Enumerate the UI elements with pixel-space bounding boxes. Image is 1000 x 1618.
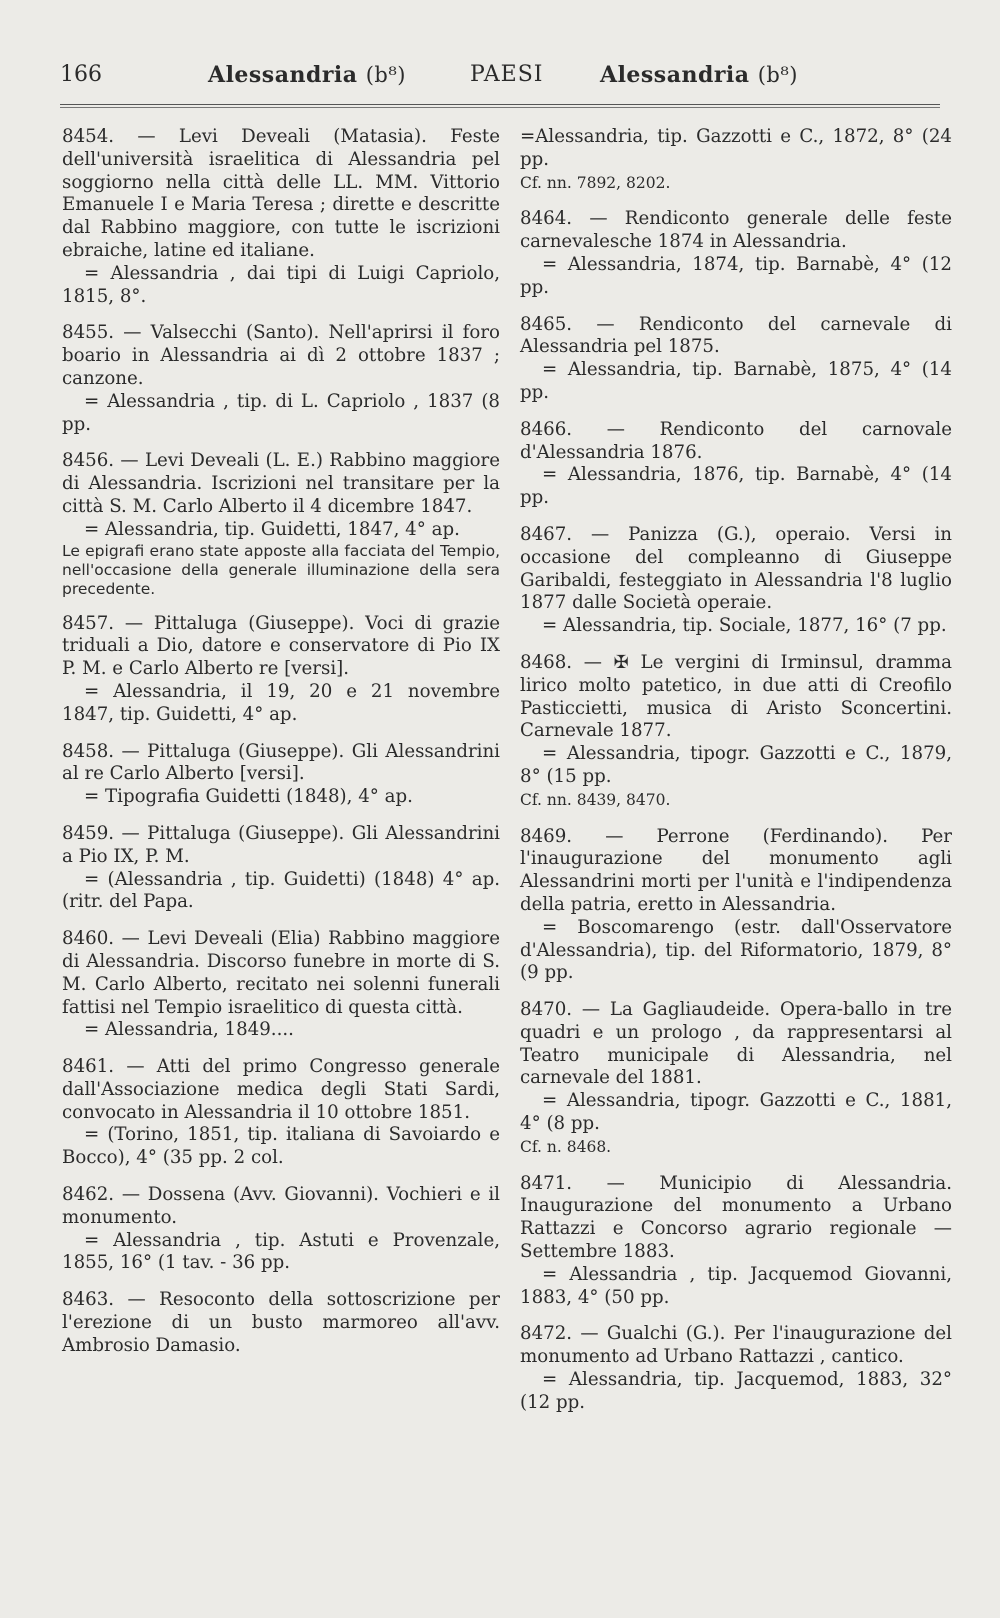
entry-text: 8459. — Pittaluga (Giuseppe). Gli Alessandrini a Pio IX, P. M. [62, 822, 500, 867]
entry-8457 [62, 613, 500, 727]
entry-8454 [62, 126, 500, 308]
entry-text: 8469. — Perrone (Ferdinando). Per l'inaugurazione del monumento agli Alessandrini morti per l'unità e l'indipendenza della patria, eretto in Alessandria. [520, 825, 952, 915]
entry-note: Le epigrafi erano state apposte alla facciata del Tempio, nell'occasione della generale illuminazione della sera precedente. [62, 541, 500, 598]
entry-text: 8460. — Levi Deveali (Elia) Rabbino maggiore di Alessandria. Discorso funebre in morte di S. M. Carlo Alberto, recitato nei solenni funerali fattisi nel Tempio israelitico di questa città. [62, 928, 500, 1018]
entry-imprint: = Alessandria, 1849.... [84, 1019, 294, 1041]
entry-text: 8458. — Pittaluga (Giuseppe). Gli Alessandrini al re Carlo Alberto [versi]. [62, 740, 500, 785]
entry-8467 [520, 524, 952, 638]
page-number: 166 [60, 62, 102, 87]
entry-imprint: = Alessandria , tip. di L. Capriolo , 1837 (8 pp. [62, 390, 500, 435]
header-rule-double [60, 107, 940, 108]
entry-8460 [62, 928, 500, 1042]
entry-imprint: = Boscomarengo (estr. dall'Osservatore d'Alessandria), tip. del Riformatorio, 1879, 8° (9 pp. [520, 916, 952, 984]
entry-crossref: Cf. nn. 8439, 8470. [520, 790, 671, 809]
entry-8465 [520, 314, 952, 405]
entry-text: 8471. — Municipio di Alessandria. Inaugurazione del monumento a Urbano Rattazzi e Concorso agrario regionale — Settembre 1883. [520, 1172, 952, 1263]
header-left-title: Alessandria (b⁸) [208, 62, 406, 88]
entry-crossref: Cf. n. 8468. [520, 1137, 612, 1156]
entry-8468 [520, 652, 952, 812]
entry-imprint: = Alessandria , tip. Astuti e Provenzale, 1855, 16° (1 tav. - 36 pp. [62, 1229, 500, 1274]
entry-8471 [520, 1173, 952, 1310]
entry-imprint: = Alessandria, tipogr. Gazzotti e C., 1881, 4° (8 pp. [520, 1090, 952, 1135]
entry-text: 8454. — Levi Deveali (Matasia). Feste dell'università israelitica di Alessandria pel soggiorno nella città delle LL. MM. Vittorio Emanuele I e Maria Teresa ; dirette e descritte dal Rabbino maggiore, con tutte le iscrizioni ebraiche, latine ed italiane. [62, 126, 500, 261]
entry-text: 8472. — Gualchi (G.). Per l'inaugurazione del monumento ad Urbano Rattazzi , cantico. [520, 1323, 952, 1368]
entry-imprint: = Alessandria, tip. Sociale, 1877, 16° (7 pp. [542, 615, 947, 637]
entry-text: =Alessandria, tip. Gazzotti e C., 1872, 8° (24 pp. [520, 126, 952, 170]
entry-text: 8466. — Rendiconto del carnovale d'Alessandria 1876. [520, 418, 952, 463]
left-column [62, 126, 500, 1372]
entry-8463 [62, 1289, 500, 1357]
header-left-sup: (b⁸) [365, 63, 406, 87]
entry-8472 [520, 1323, 952, 1414]
header-rule [60, 104, 940, 105]
header-right-title: Alessandria (b⁸) [600, 62, 798, 88]
running-header [60, 62, 940, 98]
entry-crossref: Cf. nn. 7892, 8202. [520, 173, 671, 192]
entry-imprint: = (Alessandria , tip. Guidetti) (1848) 4° ap. (ritr. del Papa. [62, 868, 500, 913]
entry-8455 [62, 322, 500, 436]
entry-8456 [62, 450, 500, 598]
entry-text: 8464. — Rendiconto generale delle feste carnevalesche 1874 in Alessandria. [520, 208, 952, 253]
entry-imprint: = Alessandria, tip. Barnabè, 1875, 4° (14 pp. [520, 359, 952, 403]
entry-imprint: = Alessandria , dai tipi di Luigi Capriolo, 1815, 8°. [62, 262, 500, 307]
entry-text: 8461. — Atti del primo Congresso generale dall'Associazione medica degli Stati Sardi, convocato in Alessandria il 10 ottobre 1851. [62, 1056, 500, 1123]
entry-8463-continued [520, 126, 952, 194]
entry-8461 [62, 1056, 500, 1170]
entry-8466 [520, 419, 952, 510]
entry-text: 8468. — ✠ Le vergini di Irminsul, dramma lirico molto patetico, in due atti di Creofilo Pasticcietti, musica di Aristo Sconcertini. Carnevale 1877. [520, 651, 952, 742]
entry-imprint: = Alessandria, 1876, tip. Barnabè, 4° (14 pp. [520, 464, 952, 509]
entry-text: 8457. — Pittaluga (Giuseppe). Voci di grazie triduali a Dio, datore e conservatore di Pio IX P. M. e Carlo Alberto re [versi]. [62, 612, 500, 680]
entry-text: 8462. — Dossena (Avv. Giovanni). Vochieri e il monumento. [62, 1184, 500, 1228]
entry-imprint: = Alessandria , tip. Jacquemod Giovanni, 1883, 4° (50 pp. [520, 1263, 952, 1308]
entry-text: 8470. — La Gagliaudeide. Opera-ballo in tre quadri e un prologo , da rappresentarsi al Teatro municipale di Alessandria, nel carnevale del 1881. [520, 999, 952, 1089]
entry-imprint: = Alessandria, tip. Guidetti, 1847, 4° ap. [84, 518, 460, 540]
entry-imprint: = Tipografia Guidetti (1848), 4° ap. [84, 786, 413, 808]
entry-8464 [520, 208, 952, 299]
entry-imprint: = (Torino, 1851, tip. italiana di Savoiardo e Bocco), 4° (35 pp. 2 col. [62, 1124, 500, 1169]
entry-text: 8463. — Resoconto della sottoscrizione per l'erezione di un busto marmoreo all'avv. Ambrosio Damasio. [62, 1289, 500, 1356]
header-section: PAESI [470, 62, 544, 87]
entry-8469 [520, 826, 952, 986]
entry-text: 8467. — Panizza (G.), operaio. Versi in occasione del compleanno di Giuseppe Garibaldi, festeggiato in Alessandria l'8 luglio 1877 dalle Società operaie. [520, 523, 952, 614]
right-column [520, 126, 952, 1429]
header-right-sup: (b⁸) [757, 63, 798, 87]
entry-8459 [62, 823, 500, 914]
entry-8462 [62, 1184, 500, 1275]
entry-text: 8456. — Levi Deveali (L. E.) Rabbino maggiore di Alessandria. Iscrizioni nel transitare per la città S. M. Carlo Alberto il 4 dicembre 1847. [62, 450, 500, 517]
entry-8470 [520, 999, 952, 1159]
entry-text: 8455. — Valsecchi (Santo). Nell'aprirsi il foro boario in Alessandria ai dì 2 ottobre 1837 ; canzone. [62, 322, 500, 389]
entry-imprint: = Alessandria, il 19, 20 e 21 novembre 1847, tip. Guidetti, 4° ap. [62, 680, 500, 725]
entry-imprint: = Alessandria, 1874, tip. Barnabè, 4° (12 pp. [520, 253, 952, 298]
entry-text: 8465. — Rendiconto del carnevale di Alessandria pel 1875. [520, 313, 952, 358]
entry-imprint: = Alessandria, tip. Jacquemod, 1883, 32° (12 pp. [520, 1369, 952, 1413]
entry-imprint: = Alessandria, tipogr. Gazzotti e C., 1879, 8° (15 pp. [520, 743, 952, 787]
entry-8458 [62, 741, 500, 809]
